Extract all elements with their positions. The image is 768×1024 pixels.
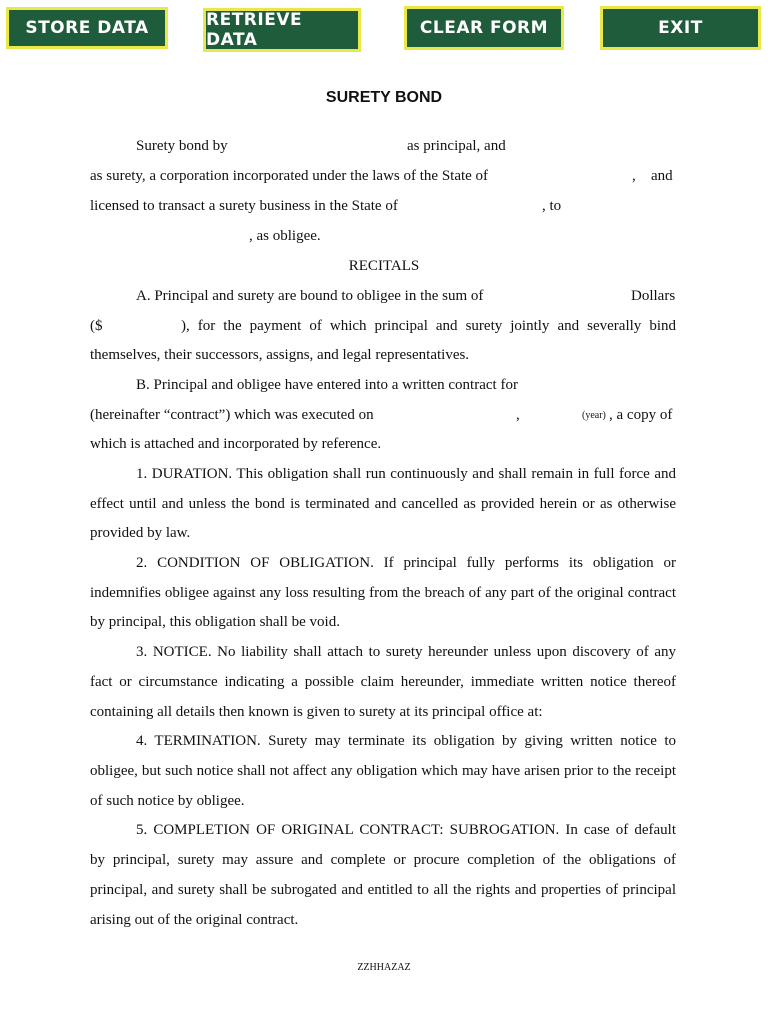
s5-line-2: by principal, surety may assure and complete or procure completion of the obligations of: [90, 852, 676, 868]
s1-line-2: effect until and unless the bond is terminated and cancelled as provided herein or as otherwise: [90, 496, 676, 512]
a3-text: themselves, their successors, assigns, and legal representatives.: [90, 347, 470, 363]
obligee-name-field-b[interactable]: [90, 227, 245, 245]
b2-text-a: (hereinafter “contract”) which was executed on: [90, 407, 374, 423]
store-data-button[interactable]: STORE DATA: [6, 7, 168, 49]
s2-line-1: 2. CONDITION OF OBLIGATION. If principal fully performs its obligation or: [136, 555, 676, 571]
s3-line-3: containing all details then known is given to surety at its principal office at:: [90, 704, 543, 720]
s2-line-3: by principal, this obligation shall be void.: [90, 614, 340, 630]
p3-text-a: licensed to transact a surety business in the State of: [90, 198, 398, 214]
p4-text: , as obligee.: [249, 228, 321, 244]
s5-line-1: 5. COMPLETION OF ORIGINAL CONTRACT: SUBROGATION. In case of default: [136, 822, 676, 838]
retrieve-data-button[interactable]: RETRIEVE DATA: [203, 8, 361, 52]
s4-line-2: obligee, but such notice shall not affect any obligation which may have arisen prior to the receipt: [90, 763, 676, 779]
p1-text-b: as principal, and: [407, 138, 506, 154]
a2-text-a: ($: [90, 318, 103, 334]
s4-line-1: 4. TERMINATION. Surety may terminate its obligation by giving written notice to: [136, 733, 676, 749]
recitals-heading: RECITALS: [348, 258, 420, 274]
surety-name-field[interactable]: [508, 137, 676, 155]
s3-line-2: fact or circumstance indicating a possible claim hereunder, immediate written notice thereof: [90, 674, 676, 690]
p1-text-a: Surety bond by: [136, 138, 228, 154]
s1-line-1: 1. DURATION. This obligation shall run continuously and shall remain in full force and: [136, 466, 676, 482]
principal-name-field[interactable]: [232, 137, 402, 155]
b2-text-b: ,: [516, 407, 520, 423]
bond-sum-amount-field[interactable]: [108, 317, 180, 335]
year-label: (year): [582, 410, 606, 421]
a1-text-b: Dollars: [631, 288, 676, 304]
a1-text-a: A. Principal and surety are bound to obligee in the sum of: [136, 288, 484, 304]
page-footer-code: ZZHHAZAZ: [357, 962, 411, 973]
bond-sum-words-field[interactable]: [490, 287, 626, 305]
s4-line-3: of such notice by obligee.: [90, 793, 245, 809]
license-state-field[interactable]: [404, 197, 538, 215]
s5-line-3: principal, and surety shall be subrogated and entitled to all the rights and properties of principal: [90, 882, 676, 898]
b1-text: B. Principal and obligee have entered into a written contract for: [136, 377, 518, 393]
a2-text-b: ), for the payment of which principal and surety jointly and severally bind: [181, 318, 676, 334]
contract-year-field[interactable]: [524, 406, 580, 424]
b2-text-c: , a copy of: [609, 407, 673, 423]
p3-text-b: , to: [542, 198, 562, 214]
surety-state-field[interactable]: [495, 167, 625, 185]
s2-line-2: indemnifies obligee against any loss resulting from the breach of any part of the original contract: [90, 585, 676, 601]
exit-button[interactable]: EXIT: [600, 6, 761, 50]
obligee-name-field-a[interactable]: [570, 197, 676, 215]
clear-form-button[interactable]: CLEAR FORM: [404, 6, 564, 50]
s5-line-4: arising out of the original contract.: [90, 912, 299, 928]
b3-text: which is attached and incorporated by reference.: [90, 436, 382, 452]
p2-text-c: and: [651, 168, 673, 184]
s1-line-3: provided by law.: [90, 525, 191, 541]
p2-text-b: ,: [632, 168, 636, 184]
p2-text-a: as surety, a corporation incorporated under the laws of the State of: [90, 168, 489, 184]
contract-description-field[interactable]: [524, 376, 676, 394]
form-toolbar: [0, 0, 768, 60]
contract-date-field[interactable]: [380, 406, 512, 424]
s3-line-1: 3. NOTICE. No liability shall attach to surety hereunder unless upon discovery of any: [136, 644, 676, 660]
page-title: SURETY BOND: [325, 89, 443, 106]
